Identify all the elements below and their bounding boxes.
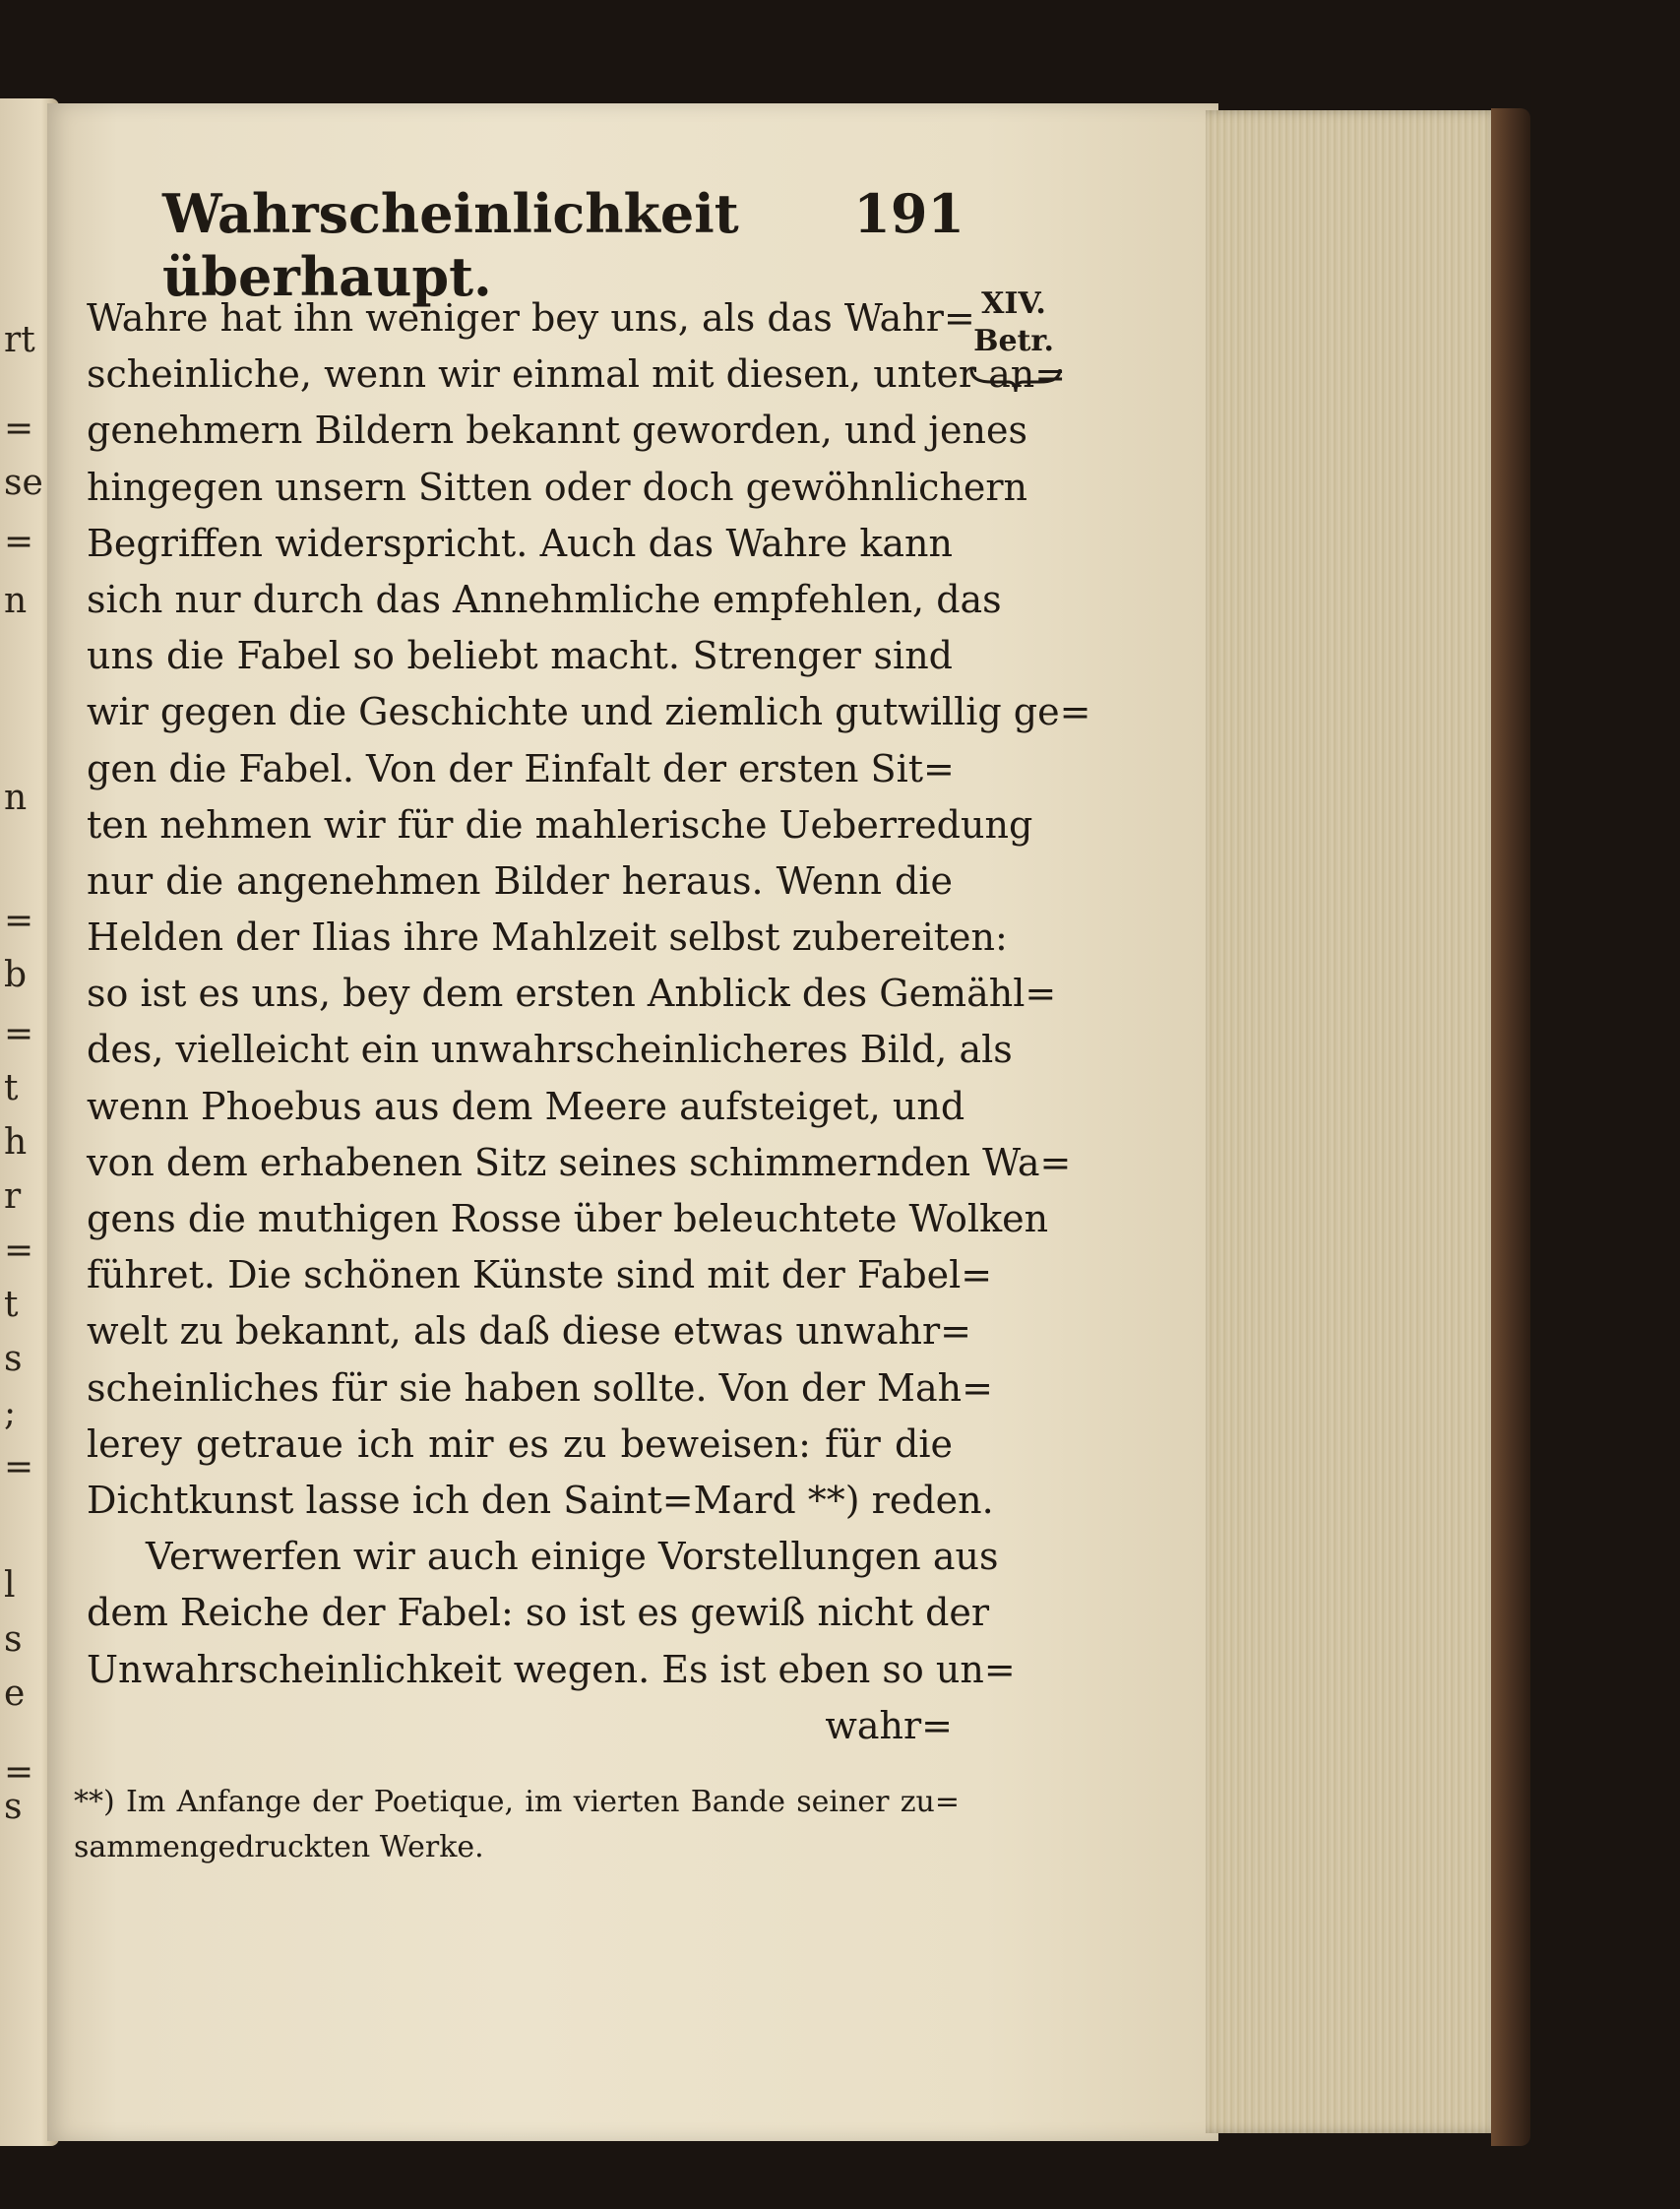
left-page-fragment: h <box>4 1122 28 1163</box>
text-line: lerey getraue ich mir es zu beweisen: für die <box>87 1421 953 1466</box>
book-cover <box>1491 108 1530 2146</box>
text-line: scheinliche, wenn wir einmal mit diesen, unter an= <box>87 352 1067 397</box>
footnote <box>74 1780 960 1870</box>
left-page-fragment: r <box>4 1176 22 1217</box>
left-page-fragment: s <box>4 1619 23 1660</box>
text-line: hingegen unsern Sitten oder doch gewöhnlichern <box>87 465 1028 509</box>
text-line: uns die Fabel so beliebt macht. Strenger sind <box>87 634 953 678</box>
catchword: wahr= <box>825 1703 953 1747</box>
text-line: so ist es uns, bey dem ersten Anblick des Gemähl= <box>87 972 1057 1016</box>
left-page-fragment: se <box>4 463 43 503</box>
text-line: ten nehmen wir für die mahlerische Ueberredung <box>87 802 1033 847</box>
left-page-fragment: = <box>4 409 34 449</box>
text-line: von dem erhabenen Sitz seines schimmernden Wa= <box>87 1140 1072 1184</box>
left-page-fragment: ; <box>4 1393 17 1433</box>
left-page-fragment: n <box>4 581 28 621</box>
text-line: dem Reiche der Fabel: so ist es gewiß nicht der <box>87 1591 990 1635</box>
left-page-fragment: s <box>4 1787 23 1827</box>
page-block-edge <box>1206 110 1501 2133</box>
header-title: Wahrscheinlichkeit überhaupt. <box>162 182 739 308</box>
text-line: sich nur durch das Annehmliche empfehlen, das <box>87 577 1002 621</box>
page-number: 191 <box>853 182 964 245</box>
text-line: welt zu bekannt, als daß diese etwas unwahr= <box>87 1309 971 1354</box>
text-line: Helden der Ilias ihre Mahlzeit selbst zubereiten: <box>87 915 1008 960</box>
text-line: gen die Fabel. Von der Einfalt der ersten Sit= <box>87 746 955 790</box>
marginal-note <box>960 285 1068 360</box>
marginal-line-2: Betr. <box>973 324 1054 358</box>
left-page-fragment: s <box>4 1339 23 1379</box>
text-line: führet. Die schönen Künste sind mit der Fabel= <box>87 1253 993 1297</box>
left-page-fragment: = <box>4 1014 34 1054</box>
text-line: wenn Phoebus aus dem Meere aufsteiget, und <box>87 1084 965 1128</box>
left-page-fragment: = <box>4 901 34 941</box>
left-page-fragment: = <box>4 522 34 562</box>
text-line: Unwahrscheinlichkeit wegen. Es ist eben so un= <box>87 1647 1016 1691</box>
left-page-fragment: b <box>4 955 28 995</box>
left-page-fragment: t <box>4 1068 19 1108</box>
text-line: Dichtkunst lasse ich den Saint=Mard **) reden. <box>87 1478 994 1522</box>
left-page-fragment: l <box>4 1565 16 1606</box>
text-line: Wahre hat ihn weniger bey uns, als das Wahr= <box>87 296 975 340</box>
text-line: gens die muthigen Rosse über beleuchtete Wolken <box>87 1197 1049 1240</box>
text-line: nur die angenehmen Bilder heraus. Wenn die <box>87 858 953 903</box>
text-line: scheinliches für sie haben sollte. Von der Mah= <box>87 1365 993 1410</box>
text-line: genehmern Bildern bekannt geworden, und jenes <box>87 409 1027 453</box>
text-line: Begriffen widerspricht. Auch das Wahre kann <box>87 521 953 565</box>
marginal-line-1: XIV. <box>981 286 1046 321</box>
footnote-line: sammengedruckten Werke. <box>74 1830 484 1864</box>
running-header <box>162 182 964 308</box>
left-page-fragment: t <box>4 1285 19 1325</box>
text-line: wir gegen die Geschichte und ziemlich gutwillig ge= <box>87 690 1091 734</box>
left-page-fragment: = <box>4 1752 34 1793</box>
text-line: Verwerfen wir auch einige Vorstellungen aus <box>146 1535 999 1579</box>
text-line: des, vielleicht ein unwahrscheinlicheres Bild, als <box>87 1028 1013 1072</box>
left-page-fragment: = <box>4 1447 34 1487</box>
left-page-fragment: rt <box>4 320 35 360</box>
left-page-fragment: e <box>4 1673 26 1714</box>
left-page-fragment: n <box>4 778 28 818</box>
left-page-fragment: = <box>4 1231 34 1271</box>
footnote-line: **) Im Anfange der Poetique, im vierten Bande seiner zu= <box>74 1785 960 1819</box>
